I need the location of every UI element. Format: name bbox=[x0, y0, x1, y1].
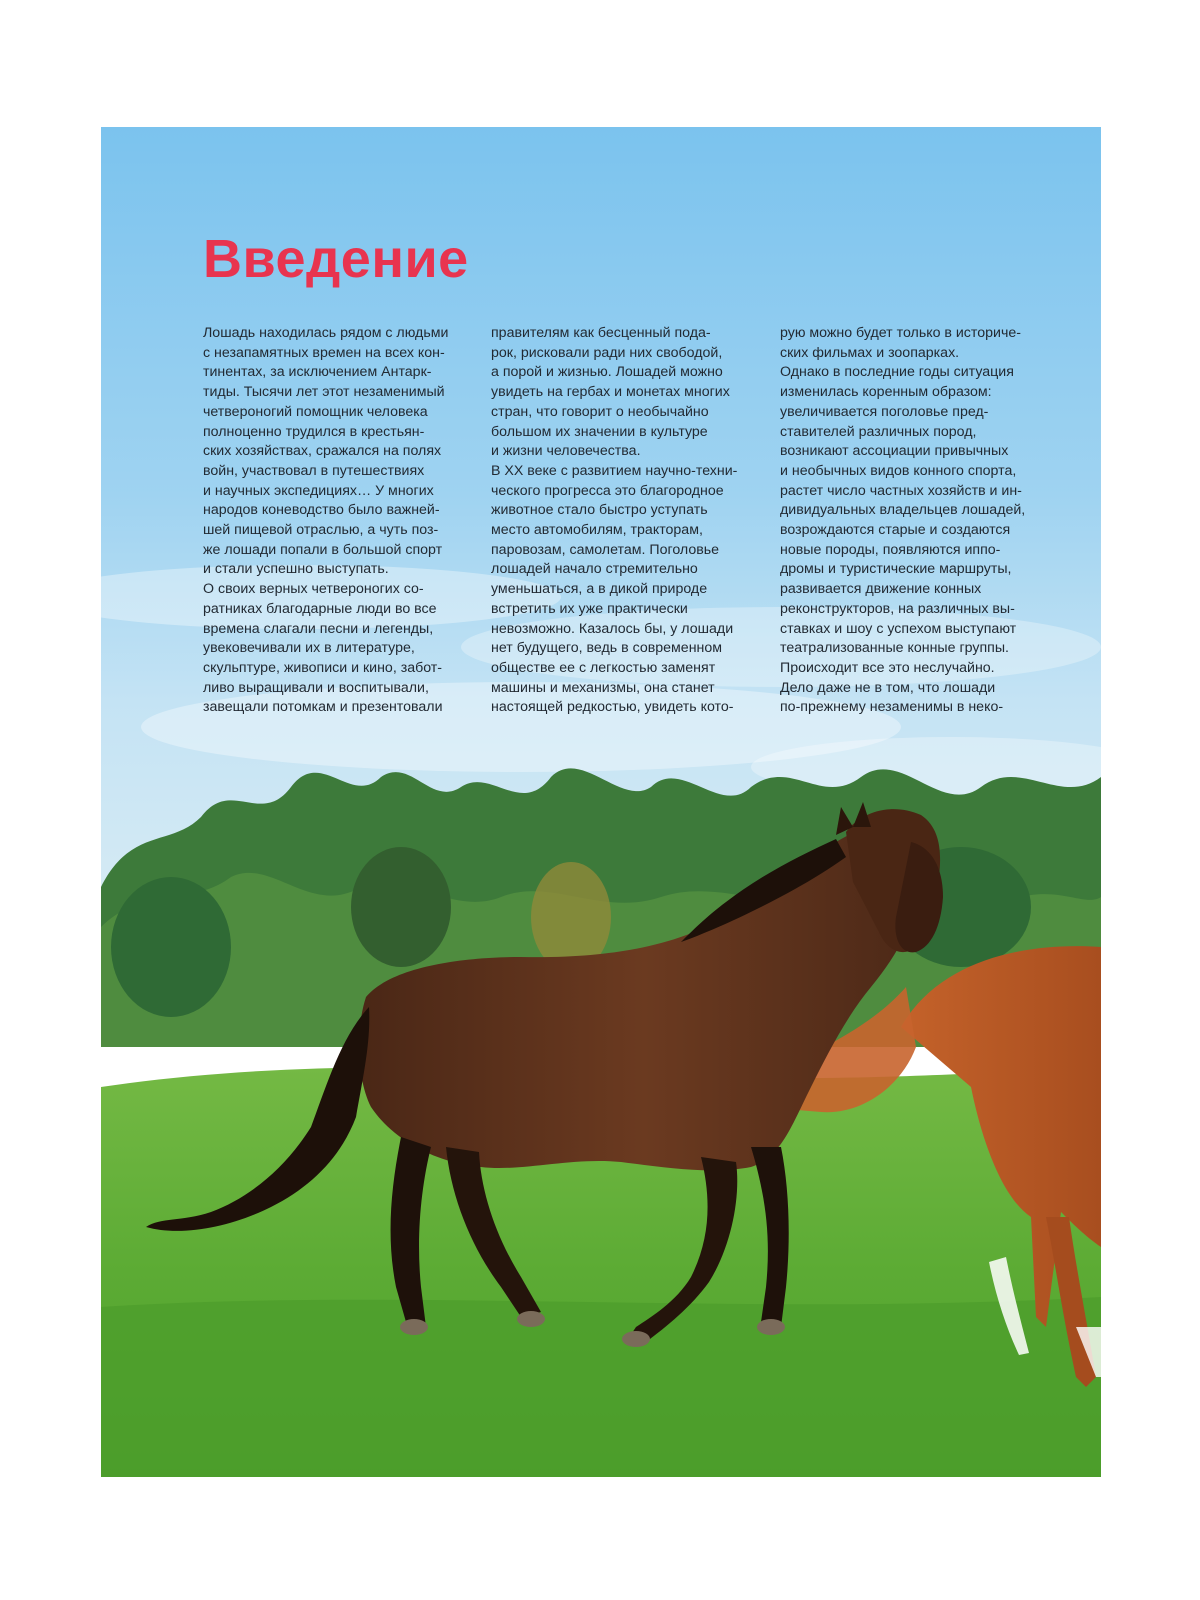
text-line: а порой и жизнью. Лошадей можно bbox=[491, 364, 723, 381]
text-line: возникают ассоциации привычных bbox=[780, 443, 1009, 460]
text-line: рую можно будет только в историче- bbox=[780, 325, 1021, 341]
text-line: тиды. Тысячи лет этот незаменимый bbox=[203, 384, 445, 401]
text-line: дромы и туристические маршруты, bbox=[780, 561, 1012, 578]
text-line: дивидуальных владельцев лошадей, bbox=[780, 502, 1026, 519]
text-line: театрализованные конные группы. bbox=[780, 640, 1009, 657]
text-line: лошадей начало стремительно bbox=[491, 561, 698, 578]
text-line: стран, что говорит о необычайно bbox=[491, 403, 709, 420]
text-line: паровозам, самолетам. Поголовье bbox=[491, 541, 720, 558]
text-line: ских фильмах и зоопарках. bbox=[780, 344, 960, 361]
text-line: ливо выращивали и воспитывали, bbox=[203, 679, 429, 696]
text-line: изменилась коренным образом: bbox=[780, 384, 992, 401]
text-line: настоящей редкостью, увидеть кото- bbox=[491, 699, 734, 716]
text-line: обществе ее с легкостью заменят bbox=[491, 659, 716, 676]
text-line: О своих верных четвероногих со- bbox=[203, 581, 424, 598]
text-line: полноценно трудился в крестьян- bbox=[203, 423, 425, 440]
text-line: В XX веке с развитием научно-техни- bbox=[491, 462, 738, 479]
text-line: рок, рисковали ради них свободой, bbox=[491, 344, 723, 361]
text-line: увидеть на гербах и монетах многих bbox=[491, 384, 730, 401]
text-line: растет число частных хозяйств и ин- bbox=[780, 482, 1022, 499]
text-line: по-прежнему незаменимы в неко- bbox=[780, 699, 1004, 716]
text-line: завещали потомкам и презентовали bbox=[203, 699, 443, 716]
text-line: ских хозяйствах, сражался на полях bbox=[203, 443, 442, 460]
text-line: встретить их уже практически bbox=[491, 600, 688, 617]
text-line: ставках и шоу с успехом выступают bbox=[780, 620, 1017, 637]
text-line: невозможно. Казалось бы, у лошади bbox=[491, 620, 734, 637]
text-line: Лошадь находилась рядом с людьми bbox=[203, 325, 449, 341]
book-page bbox=[101, 127, 1101, 1477]
text-line: народов коневодство было важней- bbox=[203, 502, 440, 519]
text-line: развивается движение конных bbox=[780, 581, 982, 598]
text-column-1 bbox=[203, 324, 465, 718]
text-line: и жизни человечества. bbox=[491, 443, 641, 460]
text-line: животное стало быстро уступать bbox=[491, 502, 708, 519]
text-line: машины и механизмы, она станет bbox=[491, 679, 715, 696]
text-line: большом их значении в культуре bbox=[491, 423, 708, 440]
text-line: возрождаются старые и создаются bbox=[780, 522, 1011, 539]
text-line: Однако в последние годы ситуация bbox=[780, 364, 1014, 381]
text-line: Дело даже не в том, что лошади bbox=[780, 679, 996, 696]
text-line: уменьшаться, а в дикой природе bbox=[491, 581, 708, 598]
text-line: правителям как бесценный пода- bbox=[491, 325, 711, 341]
text-line: ставителей различных пород, bbox=[780, 423, 977, 440]
text-line: и стали успешно выступать. bbox=[203, 561, 389, 578]
text-line: времена слагали песни и легенды, bbox=[203, 620, 434, 637]
text-line: тинентах, за исключением Антарк- bbox=[203, 364, 432, 381]
text-line: Происходит все это неслучайно. bbox=[780, 659, 995, 676]
text-line: же лошади попали в большой спорт bbox=[203, 541, 443, 558]
text-line: увековечивали их в литературе, bbox=[203, 640, 415, 657]
text-line: скульптуре, живописи и кино, забот- bbox=[203, 659, 443, 676]
text-line: и научных экспедициях… У многих bbox=[203, 482, 434, 499]
text-line: шей пищевой отраслью, а чуть поз- bbox=[203, 522, 439, 539]
text-line: ческого прогресса это благородное bbox=[491, 482, 724, 499]
text-column-3 bbox=[780, 324, 1042, 718]
text-line: увеличивается поголовье пред- bbox=[780, 403, 989, 420]
text-line: место автомобилям, тракторам, bbox=[491, 522, 703, 539]
text-line: четвероногий помощник человека bbox=[203, 403, 428, 420]
page-title: Введение bbox=[203, 229, 469, 289]
text-line: и необычных видов конного спорта, bbox=[780, 462, 1017, 479]
text-column-2 bbox=[491, 324, 753, 718]
text-line: с незапамятных времен на всех кон- bbox=[203, 344, 445, 361]
text-line: реконструкторов, на различных вы- bbox=[780, 600, 1015, 617]
text-line: новые породы, появляются иппо- bbox=[780, 541, 1001, 558]
text-line: ратниках благодарные люди во все bbox=[203, 600, 437, 617]
text-line: нет будущего, ведь в современном bbox=[491, 640, 723, 657]
text-line: войн, участвовал в путешествиях bbox=[203, 462, 425, 479]
